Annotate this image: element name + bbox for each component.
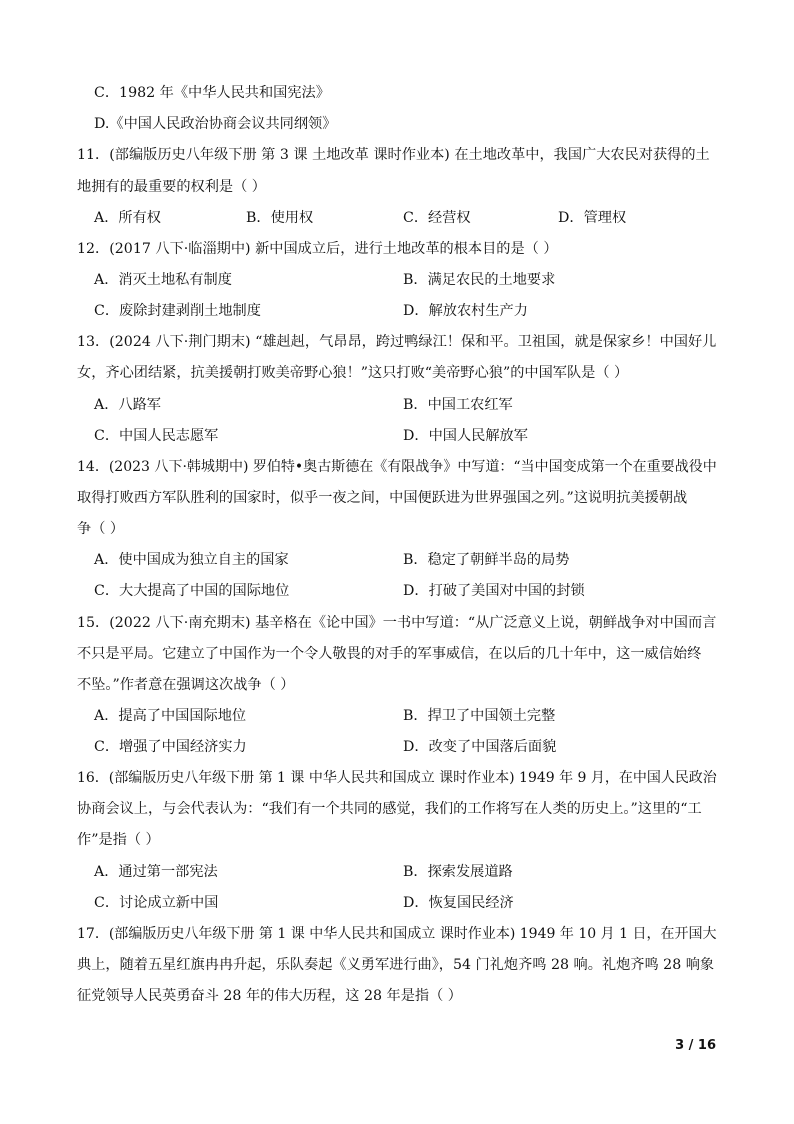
q14-option-d: D．打破了美国对中国的封锁 bbox=[403, 583, 585, 599]
question-14-stem: 14．(2023 八下·韩城期中) 罗伯特•奥古斯德在《有限战争》中写道：“当中国变成第一个在重要战役中 bbox=[77, 459, 717, 475]
q14-option-b: B．稳定了朝鲜半岛的局势 bbox=[403, 552, 570, 568]
question-13-stem: 13．(2024 八下·荆门期末) “雄赳赳，气昂昂，跨过鸭绿江！保和平。卫祖国，就是保家乡！中国好儿 bbox=[77, 334, 717, 350]
q11-option-b: B．使用权 bbox=[246, 210, 314, 226]
question-16-stem: 16．(部编版历史八年级下册 第 1 课 中华人民共和国成立 课时作业本) 1949 年 9 月，在中国人民政治 bbox=[77, 770, 717, 786]
question-14-stem-cont: 取得打败西方军队胜利的国家时，似乎一夜之间，中国便跃进为世界强国之列。”这说明抗美援朝战 bbox=[77, 490, 688, 506]
q11-option-c: C．经营权 bbox=[403, 210, 471, 226]
q15-option-b: B．捍卫了中国领土完整 bbox=[403, 708, 556, 724]
q14-option-c: C．大大提高了中国的国际地位 bbox=[94, 583, 290, 599]
question-16-stem-end: 作”是指（ ） bbox=[77, 832, 160, 848]
q15-option-a: A．提高了中国国际地位 bbox=[94, 708, 247, 724]
q13-option-b: B．中国工农红军 bbox=[403, 397, 513, 413]
question-15-stem-cont: 不只是平局。它建立了中国作为一个令人敬畏的对手的军事威信，在以后的几十年中，这一威信始终 bbox=[77, 646, 702, 662]
question-12-stem: 12．(2017 八下·临淄期中) 新中国成立后，进行土地改革的根本目的是（ ） bbox=[77, 241, 558, 257]
q13-option-a: A．八路军 bbox=[94, 397, 161, 413]
question-17-stem-cont: 典上，随着五星红旗冉冉升起，乐队奏起《义勇军进行曲》，54 门礼炮齐鸣 28 响。礼炮齐鸣 28 响象 bbox=[77, 957, 715, 973]
q15-option-c: C．增强了中国经济实力 bbox=[94, 739, 247, 755]
question-11-stem-cont: 地拥有的最重要的权利是（ ） bbox=[77, 179, 266, 195]
q16-option-b: B．探索发展道路 bbox=[403, 864, 513, 880]
q16-option-c: C．讨论成立新中国 bbox=[94, 895, 219, 911]
question-17-stem-end: 征党领导人民英勇奋斗 28 年的伟大历程，这 28 年是指（ ） bbox=[77, 988, 462, 1004]
q13-option-d: D．中国人民解放军 bbox=[403, 428, 528, 444]
q13-option-c: C．中国人民志愿军 bbox=[94, 428, 219, 444]
option-d: D.《中国人民政治协商会议共同纲领》 bbox=[94, 116, 337, 132]
q15-option-d: D．改变了中国落后面貌 bbox=[403, 739, 557, 755]
q12-option-a: A．消灭土地私有制度 bbox=[94, 272, 232, 288]
question-15-stem-end: 不坠。”作者意在强调这次战争（ ） bbox=[77, 677, 295, 693]
question-14-stem-end: 争（ ） bbox=[77, 521, 125, 537]
q16-option-a: A．通过第一部宪法 bbox=[94, 864, 218, 880]
question-13-stem-cont: 女，齐心团结紧，抗美援朝打败美帝野心狼！”这只打败“美帝野心狼”的中国军队是（ ） bbox=[77, 365, 629, 381]
q12-option-d: D．解放农村生产力 bbox=[403, 303, 528, 319]
page-number: 3 / 16 bbox=[675, 1038, 716, 1053]
q16-option-d: D．恢复国民经济 bbox=[403, 895, 514, 911]
q12-option-b: B．满足农民的土地要求 bbox=[403, 272, 556, 288]
q11-option-d: D．管理权 bbox=[558, 210, 627, 226]
question-15-stem: 15．(2022 八下·南充期末) 基辛格在《论中国》一书中写道：“从广泛意义上说，朝鲜战争对中国而言 bbox=[77, 615, 717, 631]
q11-option-a: A．所有权 bbox=[94, 210, 161, 226]
q14-option-a: A．使中国成为独立自主的国家 bbox=[94, 552, 289, 568]
question-11-stem: 11．(部编版历史八年级下册 第 3 课 土地改革 课时作业本) 在土地改革中，我国广大农民对获得的土 bbox=[77, 147, 710, 163]
question-16-stem-cont: 协商会议上，与会代表认为：“我们有一个共同的感觉，我们的工作将写在人类的历史上。”这里的“工 bbox=[77, 801, 702, 817]
question-17-stem: 17．(部编版历史八年级下册 第 1 课 中华人民共和国成立 课时作业本) 1949 年 10 月 1 日，在开国大 bbox=[77, 926, 717, 942]
q12-option-c: C．废除封建剥削土地制度 bbox=[94, 303, 261, 319]
option-c: C．1982 年《中华人民共和国宪法》 bbox=[94, 85, 330, 101]
